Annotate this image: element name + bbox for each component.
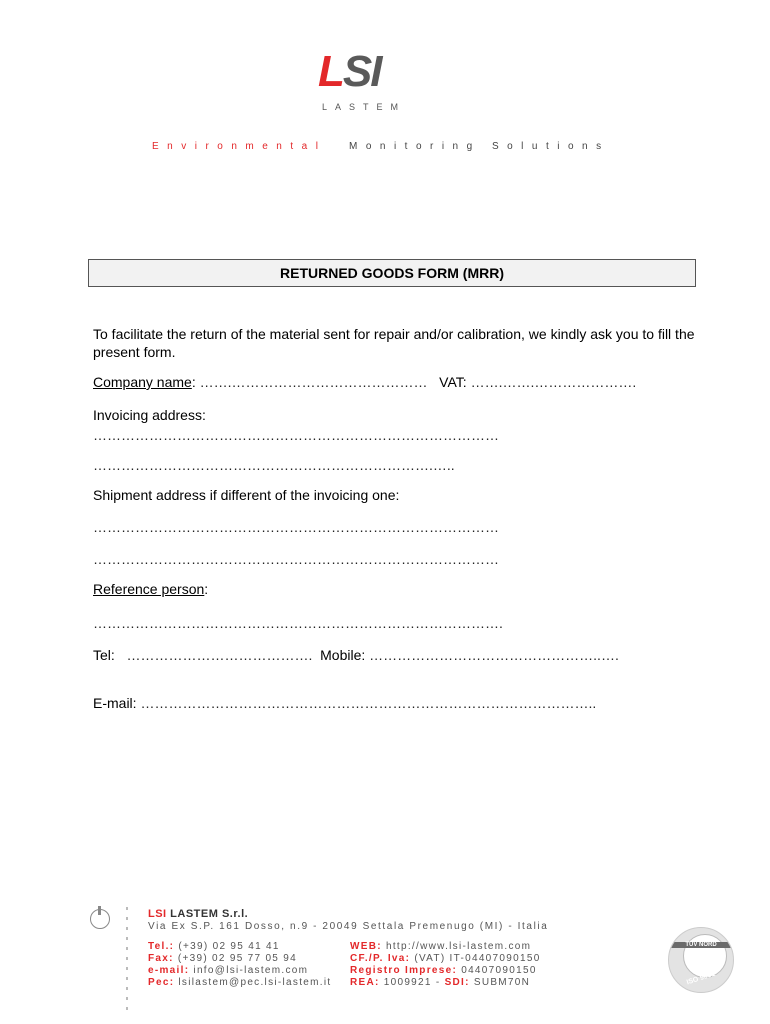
footer-contacts: Tel.: (+39) 02 95 41 41 Fax: (+39) 02 95 77 05 94 e-mail: info@lsi-lastem.com Pec: lsilastem@pec.lsi-lastem.it — [148, 941, 332, 988]
footer — [90, 905, 717, 1020]
footer-address: Via Ex S.P. 161 Dosso, n.9 - 20049 Settala Premenugo (MI) - Italia — [148, 921, 549, 932]
mobile-field[interactable]: …………………………………………..…. — [369, 647, 619, 663]
email-row — [93, 694, 596, 712]
form-title: RETURNED GOODS FORM (MRR) — [88, 259, 696, 287]
shipment-field-1[interactable]: …………………………………………………………………………… — [93, 519, 499, 535]
company-field[interactable]: …….…………………………………… — [199, 374, 428, 390]
reference-label: Reference person — [93, 581, 205, 597]
tel-row — [93, 646, 619, 664]
shipment-field-2[interactable]: …………………………………………………………………………… — [93, 551, 499, 567]
shipment-label: Shipment address if different of the invoicing one: — [93, 487, 400, 503]
email-field[interactable]: …………………………………………………………………………………….. — [140, 695, 597, 711]
logo-wordmark: LSI — [318, 47, 381, 96]
footer-email-link[interactable]: info@lsi-lastem.com — [189, 965, 309, 976]
company-label: Company name — [93, 374, 192, 390]
vat-label: VAT: — [439, 374, 467, 390]
footer-pec-link[interactable]: lsilastem@pec.lsi-lastem.it — [174, 977, 332, 988]
tel-field[interactable]: …………………………………. — [126, 647, 313, 663]
logo-subtitle: LASTEM — [322, 102, 407, 112]
invoicing-field-2[interactable]: ……………………………………………………………….….. — [93, 457, 455, 473]
tel-label: Tel: — [93, 647, 115, 663]
company-row: Company name: …….…………………………………… VAT: …….…….…………………. — [93, 374, 637, 390]
footer-divider — [126, 907, 128, 1017]
reference-row: Reference person: — [93, 581, 209, 597]
tagline: Environmental Monitoring Solutions — [152, 141, 610, 152]
footer-registry: WEB: http://www.lsi-lastem.com CF./P. Iva: (VAT) IT-04407090150 Registro Imprese: 04407090150 REA: 1009921 - SDI: SUBM70N — [350, 941, 541, 988]
email-label: E-mail: — [93, 695, 137, 711]
invoicing-label: Invoicing address: — [93, 407, 206, 423]
company-logo — [300, 30, 460, 110]
intro-text: To facilitate the return of the material sent for repair and/or calibration, we kindly ask you to fill the present form. — [93, 326, 695, 360]
vat-field[interactable]: …….…….…………………. — [470, 374, 637, 390]
mobile-label: Mobile: — [320, 647, 366, 663]
footer-company: LSI LASTEM S.r.l. — [148, 908, 249, 920]
invoicing-field-1[interactable]: …………………………………………………………………………… — [93, 427, 499, 443]
power-icon — [90, 909, 110, 929]
iso-certification-badge: TÜV NORD ISO 9001 — [668, 927, 734, 993]
footer-web-link[interactable]: http://www.lsi-lastem.com — [381, 941, 532, 952]
reference-field[interactable]: ……………………………………………………………………………. — [93, 615, 503, 631]
